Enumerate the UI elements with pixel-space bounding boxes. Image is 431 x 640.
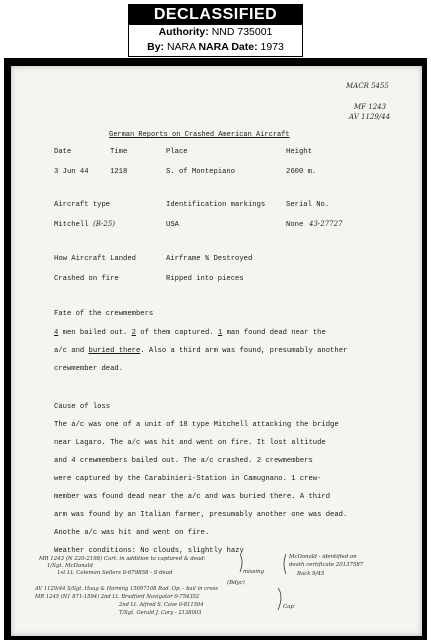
stamp-date-value: 1973 [260, 41, 284, 53]
height-value: 2600 m. [286, 168, 317, 176]
fate-buried-there: buried there [88, 347, 141, 355]
handwritten-note: McDonald - identified on [289, 554, 357, 560]
cause-heading: Cause of loss [54, 403, 111, 411]
stamp-by [129, 40, 302, 55]
cause-line: The a/c was one of a unit of 18 type Mitchell attacking the bridge [54, 421, 339, 429]
airframe-label: Airframe % Destroyed [166, 255, 253, 263]
bracket-stroke [240, 554, 242, 572]
fate-line [54, 365, 123, 374]
fate-dead-count: 1 [217, 329, 223, 337]
fate-text: . Also a third arm was found, presumably another [140, 347, 348, 355]
handwritten-note: (Bdyc) [227, 580, 245, 586]
fate-captured-count: 2 [131, 329, 136, 337]
identification-label: Identification markings [166, 201, 266, 209]
time-value: 1218 [110, 168, 128, 176]
scanned-sheet [4, 58, 427, 640]
fate-text: of them captured. [135, 329, 218, 337]
fate-text: men bailed out. [58, 329, 132, 337]
handwritten-note: missing [243, 569, 265, 575]
stamp-authority [129, 25, 302, 40]
serial-handwritten: 43-27727 [309, 220, 343, 228]
handwritten-note: AV 1129/44 S/Sgt. Haag & Horning 15097108 Rad. Op. - bail in cross [35, 586, 218, 592]
fate-text: man found dead near the [222, 329, 326, 337]
cause-line: member was found dead near the a/c and was buried there. A third [54, 493, 331, 501]
stamp-authority-label: Authority: [158, 26, 209, 38]
fate-line [54, 347, 347, 356]
declassified-stamp [128, 4, 303, 57]
stamp-date-label: NARA Date: [198, 41, 258, 53]
cause-line: and 4 crewmembers bailed out. The a/c crashed. 2 crewmembers [54, 457, 313, 465]
stamp-by-value: NARA [166, 41, 196, 53]
fate-bailed-count: 4 [54, 329, 59, 337]
handwritten-note: Cap [283, 604, 294, 610]
height-label: Height [286, 148, 312, 156]
landed-label: How Aircraft Landed [54, 255, 136, 263]
stamp-title: DECLASSIFIED [129, 5, 302, 25]
margin-note-macr: MACR 5455 [346, 82, 389, 90]
stamp-authority-value: NND 735001 [211, 26, 273, 38]
identification-value: USA [166, 221, 179, 229]
stamp-by-label: By: [147, 41, 165, 53]
aircraft-type-label: Aircraft type [54, 201, 111, 209]
document-title: German Reports on Crashed American Aircraft [109, 131, 290, 139]
handwritten-note: 2nd Lt. Alfred S. Cave 0-811504 [119, 602, 204, 608]
serial-value: None [286, 221, 304, 229]
cause-line: arm was found by an Italian farmer, presumably another one was dead. [54, 511, 348, 519]
fate-text: crewmember dead. [54, 365, 124, 373]
handwritten-note: MR 1245 (N1 871-1594) 2nd Lt. Bradford Navigator 0-754352 [35, 594, 200, 600]
date-label: Date [54, 148, 72, 156]
cause-line: near Lagaro. The a/c was hit and went on fire. It lost altitude [54, 439, 326, 447]
airframe-value: Ripped into pieces [166, 275, 244, 283]
handwritten-note: MR 1243 (N 220-2198) Cart. in addition to captured & dead: [39, 556, 206, 562]
place-value: S. of Montepiano [166, 168, 236, 176]
document-page [11, 66, 422, 636]
handwritten-note: 1/Sgt. McDonald [47, 563, 93, 569]
serial-label: Serial No. [286, 201, 330, 209]
handwritten-note: 1st Lt. Coleman Sellers 0-679858 - S dead [57, 570, 173, 576]
handwritten-note: death certificate 20137587 [289, 562, 364, 568]
place-label: Place [166, 148, 188, 156]
handwritten-note: Back 9/45 [297, 571, 325, 577]
cause-line: Anothe a/c was hit and went on fire. [54, 529, 210, 537]
fate-heading: Fate of the crewmembers [54, 310, 154, 318]
cause-line: were captured by the Carabinieri-Station in Camugnano. 1 crew- [54, 475, 322, 483]
fate-line [54, 329, 326, 338]
margin-note-mf: MF 1243 [354, 103, 387, 111]
aircraft-type-handwritten: (B-25) [93, 220, 116, 228]
bracket-stroke [278, 588, 281, 610]
date-value: 3 Jun 44 [54, 168, 89, 176]
handwritten-note: T/Sgt. Gerald J. Cary - 2138003 [119, 610, 202, 616]
margin-note-av: AV 1129/44 [349, 113, 391, 121]
bracket-stroke [284, 554, 286, 574]
time-label: Time [110, 148, 128, 156]
aircraft-type-value: Mitchell [54, 221, 89, 229]
landed-value: Crashed on fire [54, 275, 119, 283]
weather-conditions: Weather conditions: No clouds, slightly hazy [54, 547, 244, 555]
handwritten-bracket-marks [236, 552, 296, 614]
fate-text: a/c and [54, 347, 89, 355]
